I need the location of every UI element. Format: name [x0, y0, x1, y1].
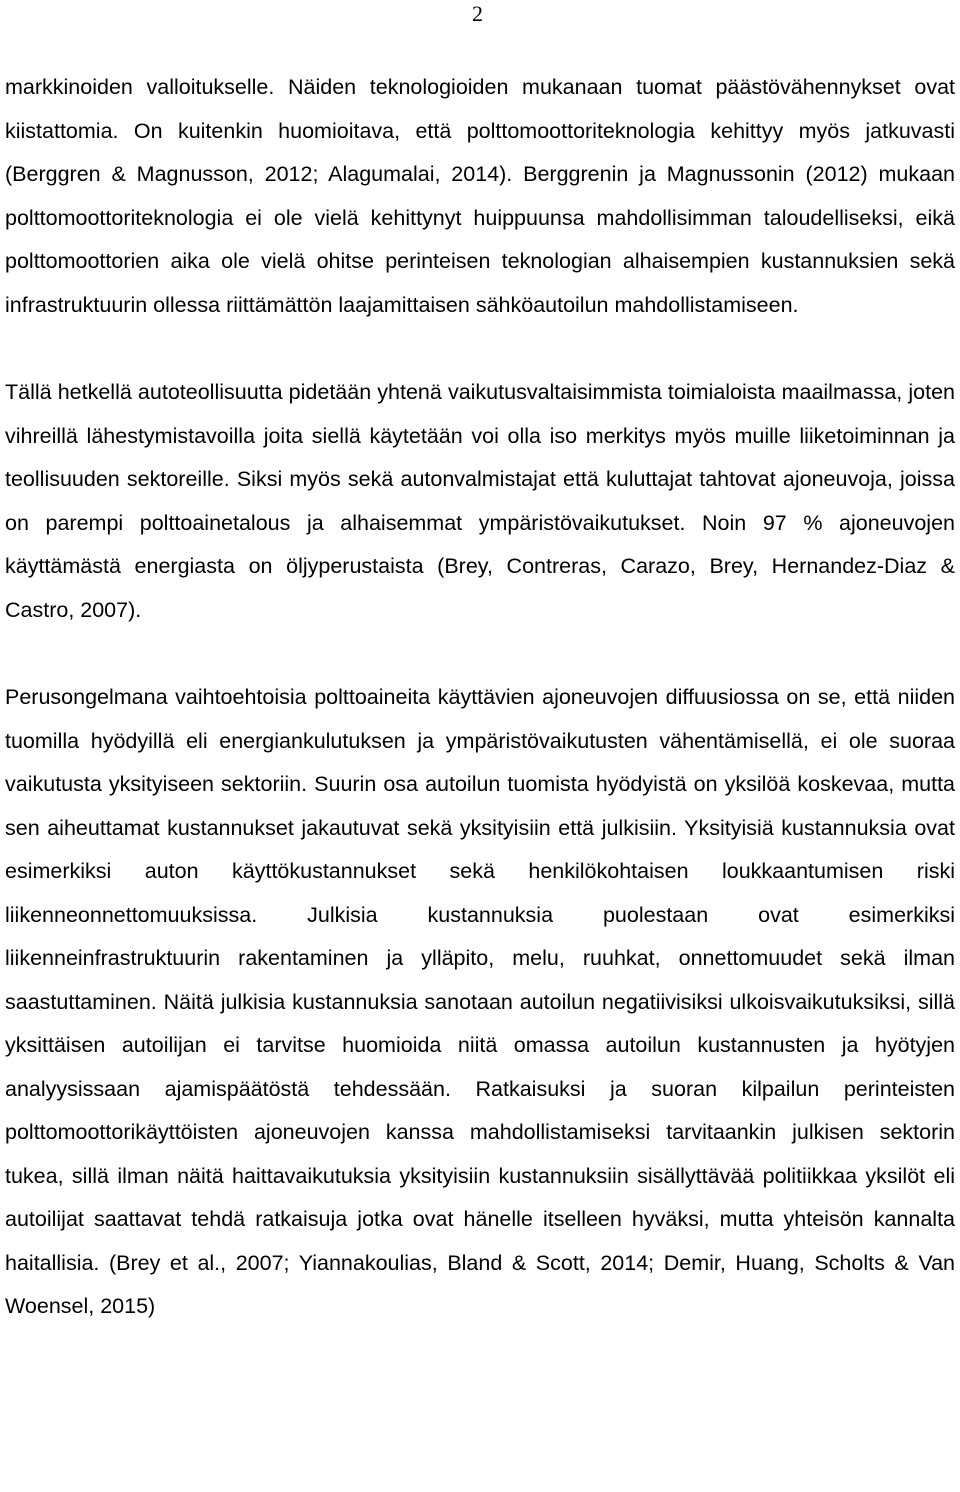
page-number: 2	[472, 1, 483, 26]
paragraph-2: Tällä hetkellä autoteollisuutta pidetään yhtenä vaikutusvaltaisimmista toimialoista maailmassa, joten vihreillä lähestymistavoilla joita siellä käytetään voi olla iso merkitys myös muille liiketoiminnan ja teollisuuden sektoreille. Siksi myös sekä autonvalmistajat että kuluttajat tahtovat ajoneuvoja, joissa on parempi polttoainetalous ja alhaisemmat ympäristövaikutukset. Noin 97 % ajoneuvojen käyttämästä energiasta on öljyperustaista (Brey, Contreras, Carazo, Brey, Hernandez-Diaz & Castro, 2007).	[5, 380, 955, 622]
document-body	[5, 66, 955, 1329]
paragraph-1: markkinoiden valloitukselle. Näiden teknologioiden mukanaan tuomat päästövähennykset ovat kiistattomia. On kuitenkin huomioitava, että polttomoottoriteknologia kehittyy myös jatkuvasti (Berggren & Magnusson, 2012; Alagumalai, 2014). Berggrenin ja Magnussonin (2012) mukaan polttomoottoriteknologia ei ole vielä kehittynyt huippuunsa mahdollisimman taloudelliseksi, eikä polttomoottorien aika ole vielä ohitse perinteisen teknologian alhaisempien kustannuksien sekä infrastruktuurin ollessa riittämättön laajamittaisen sähköautoilun mahdollistamiseen.	[5, 75, 955, 317]
paragraph-3: Perusongelmana vaihtoehtoisia polttoaineita käyttävien ajoneuvojen diffuusiossa on se, että niiden tuomilla hyödyillä eli energiankulutuksen ja ympäristövaikutusten vähentämisellä, ei ole suoraa vaikutusta yksityiseen sektoriin. Suurin osa autoilun tuomista hyödyistä on yksilöä koskevaa, mutta sen aiheuttamat kustannukset jakautuvat sekä yksityisiin että julkisiin. Yksityisiä kustannuksia ovat esimerkiksi auton käyttökustannukset sekä henkilökohtaisen loukkaantumisen riski liikenneonnettomuuksissa. Julkisia kustannuksia puolestaan ovat esimerkiksi liikenneinfrastruktuurin rakentaminen ja ylläpito, melu, ruuhkat, onnettomuudet sekä ilman saastuttaminen. Näitä julkisia kustannuksia sanotaan autoilun negatiivisiksi ulkoisvaikutuksiksi, sillä yksittäisen autoilijan ei tarvitse huomioida niitä omassa autoilun kustannusten ja hyötyjen analyysissaan ajamispäätöstä tehdessään. Ratkaisuksi ja suoran kilpailun perinteisten polttomoottorikäyttöisten ajoneuvojen kanssa mahdollistamiseksi tarvitaankin julkisen sektorin tukea, sillä ilman näitä haittavaikutuksia yksityisiin kustannuksiin sisällyttävää politiikkaa yksilöt eli autoilijat saattavat tehdä ratkaisuja jotka ovat hänelle itselleen hyväksi, mutta yhteisön kannalta haitallisia. (Brey et al., 2007; Yiannakoulias, Bland & Scott, 2014; Demir, Huang, Scholts & Van Woensel, 2015)	[5, 685, 955, 1318]
